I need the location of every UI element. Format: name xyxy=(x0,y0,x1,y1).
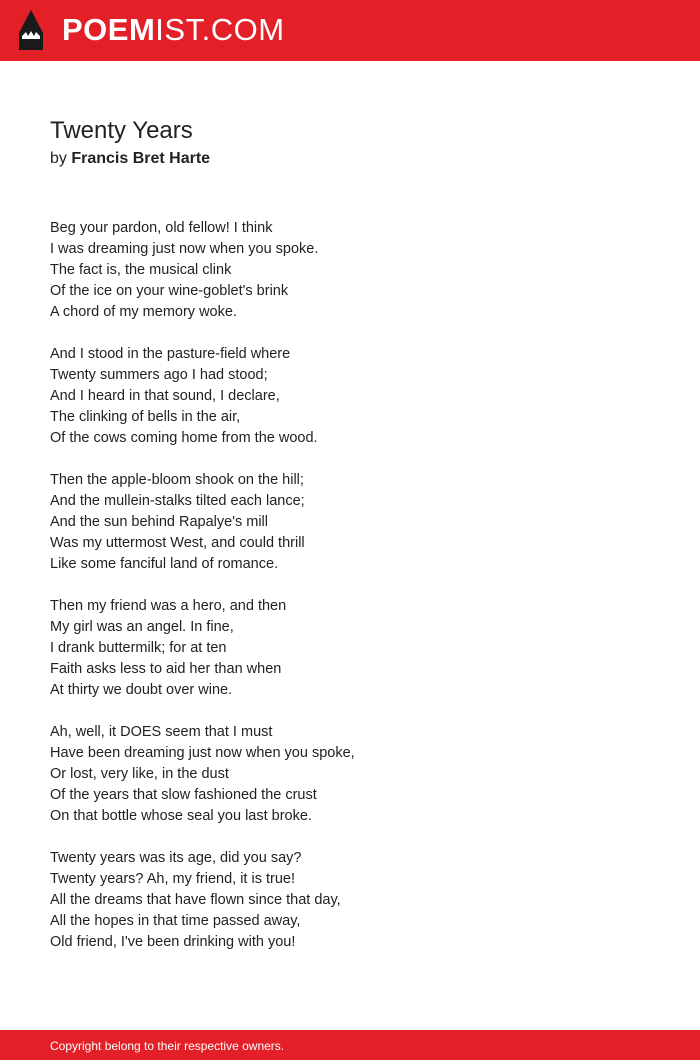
poem-stanza xyxy=(50,722,650,827)
poem-line: Of the cows coming home from the wood. xyxy=(50,430,318,446)
poem-line: Then my friend was a hero, and then xyxy=(50,598,287,614)
poem-stanza xyxy=(50,218,650,323)
logo-text-light: IST.COM xyxy=(155,12,285,47)
site-logo[interactable] xyxy=(62,12,285,48)
poem-line: A chord of my memory woke. xyxy=(50,304,237,320)
poem-stanza xyxy=(50,848,650,953)
poem-line: And the mullein-stalks tilted each lance; xyxy=(50,493,305,509)
poem-line: Have been dreaming just now when you spoke, xyxy=(50,745,355,761)
poem-line: Ah, well, it DOES seem that I must xyxy=(50,724,273,740)
site-header xyxy=(0,0,700,61)
poem-body xyxy=(50,218,650,974)
poem-line: Twenty years? Ah, my friend, it is true! xyxy=(50,871,295,887)
pencil-icon[interactable] xyxy=(18,9,44,51)
poem-stanza xyxy=(50,344,650,449)
poem-line: Old friend, I've been drinking with you! xyxy=(50,934,296,950)
poem-stanza xyxy=(50,470,650,575)
poem-line: Of the years that slow fashioned the crust xyxy=(50,787,317,803)
poem-line: And I stood in the pasture-field where xyxy=(50,346,291,362)
poem-line: Of the ice on your wine-goblet's brink xyxy=(50,283,289,299)
site-footer xyxy=(0,1030,700,1060)
poem-line: On that bottle whose seal you last broke. xyxy=(50,808,312,824)
poem-line: My girl was an angel. In fine, xyxy=(50,619,234,635)
poem-line: I drank buttermilk; for at ten xyxy=(50,640,227,656)
poem-author: Francis Bret Harte xyxy=(71,150,211,167)
poem-line: And I heard in that sound, I declare, xyxy=(50,388,280,404)
poem-line: The clinking of bells in the air, xyxy=(50,409,241,425)
poem-stanza xyxy=(50,596,650,701)
poem-line: Twenty years was its age, did you say? xyxy=(50,850,302,866)
poem-line: All the dreams that have flown since that day, xyxy=(50,892,341,908)
poem-line: All the hopes in that time passed away, xyxy=(50,913,301,929)
poem-line: And the sun behind Rapalye's mill xyxy=(50,514,268,530)
poem-line: Faith asks less to aid her than when xyxy=(50,661,282,677)
by-label: by xyxy=(50,150,67,167)
logo-text-bold: POEM xyxy=(62,12,156,47)
poem-line: Then the apple-bloom shook on the hill; xyxy=(50,472,304,488)
poem-line: Like some fanciful land of romance. xyxy=(50,556,279,572)
poem-line: At thirty we doubt over wine. xyxy=(50,682,233,698)
poem-line: Beg your pardon, old fellow! I think xyxy=(50,220,273,236)
poem-line: The fact is, the musical clink xyxy=(50,262,232,278)
poem-line: Was my uttermost West, and could thrill xyxy=(50,535,305,551)
poem-line: Twenty summers ago I had stood; xyxy=(50,367,268,383)
copyright-text: Copyright belong to their respective owners. xyxy=(50,1039,285,1053)
poem-title: Twenty Years xyxy=(50,117,193,144)
poem-line: Or lost, very like, in the dust xyxy=(50,766,229,782)
poem-line: I was dreaming just now when you spoke. xyxy=(50,241,319,257)
poem-byline xyxy=(50,148,210,170)
